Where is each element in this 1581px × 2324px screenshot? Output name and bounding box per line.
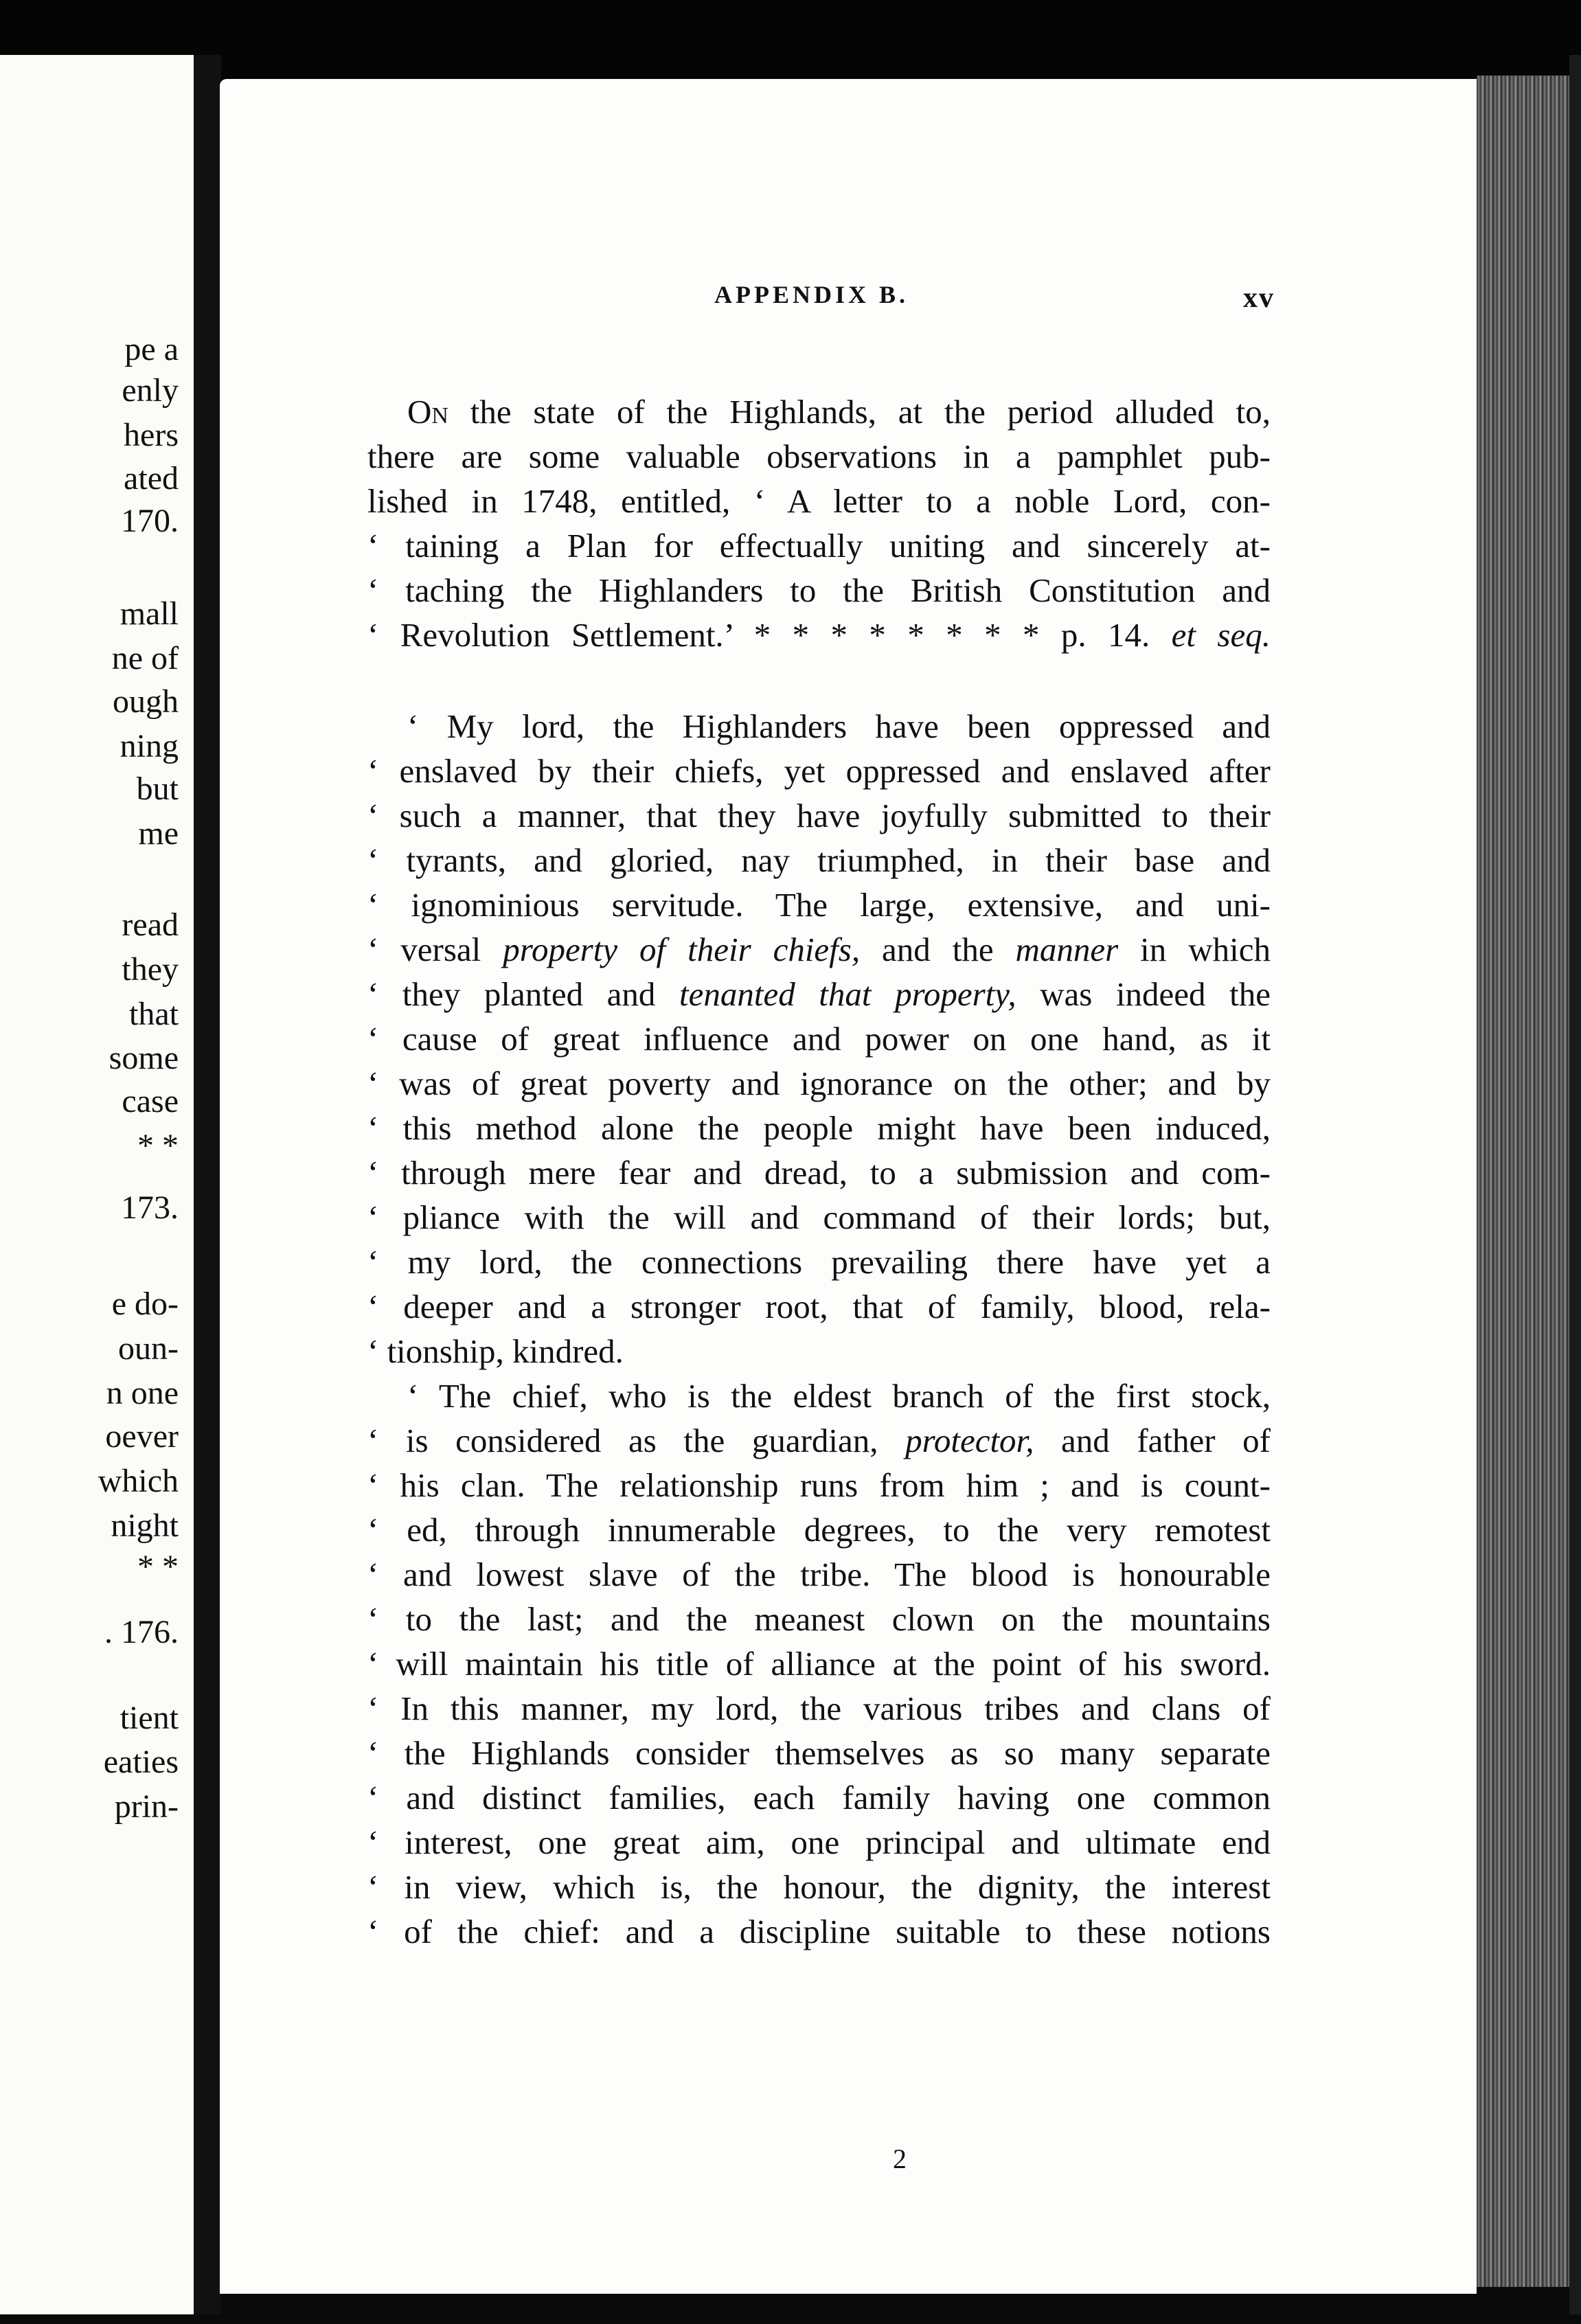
left-fragment: that: [129, 996, 179, 1032]
left-fragment: ough: [113, 683, 179, 720]
book-gutter: [194, 55, 221, 2314]
left-fragment: e do-: [111, 1286, 179, 1322]
left-fragment: prin-: [114, 1788, 179, 1825]
left-fragment: 173.: [121, 1189, 179, 1226]
left-fragment: ne of: [111, 640, 179, 676]
line-text: and the: [860, 931, 1016, 968]
text-line: ‘ taining a Plan for effectually uniting and sincerely at-: [367, 527, 1271, 565]
left-fragment: . 176.: [104, 1614, 179, 1650]
text-line: ‘ and distinct families, each family having one common: [367, 1779, 1271, 1816]
text-line: lished in 1748, entitled, ‘ A letter to a noble Lord, con-: [367, 482, 1271, 520]
text-line: ‘ such a manner, that they have joyfully submitted to their: [367, 797, 1271, 834]
text-line: [367, 613, 1271, 657]
paragraph-intro: [367, 389, 1271, 657]
text-line: ‘ was of great poverty and ignorance on the other; and by: [367, 1064, 1271, 1102]
left-fragment: oun-: [118, 1330, 179, 1367]
paragraph-quote-2: [367, 1374, 1271, 1954]
line-text: ‘ Revolution Settlement.’ * * * * * * * * p. 14.: [367, 616, 1150, 654]
text-line: ‘ of the chief: and a discipline suitable to these notions: [367, 1913, 1271, 1950]
left-fragment: tient: [120, 1700, 179, 1736]
signature-mark: 2: [893, 2143, 907, 2174]
line-text: ‘ versal: [367, 931, 503, 968]
text-line: [367, 389, 1271, 434]
text-line: ‘ taching the Highlanders to the British Constitution and: [367, 571, 1271, 609]
text-line: ‘ deeper and a stronger root, that of family, blood, rela-: [367, 1288, 1271, 1325]
left-fragment: oever: [105, 1418, 179, 1455]
left-fragment: ated: [124, 460, 179, 497]
text-line: ‘ and lowest slave of the tribe. The blood is honourable: [367, 1556, 1271, 1593]
left-fragment: * *: [137, 1128, 179, 1164]
text-line: ‘ tyrants, and gloried, nay triumphed, in their base and: [367, 841, 1271, 879]
line-text: was indeed the: [1016, 975, 1271, 1013]
italic-text: et seq.: [1150, 616, 1271, 654]
running-head: APPENDIX B.: [714, 281, 909, 308]
text-line: ‘ through mere fear and dread, to a submission and com-: [367, 1154, 1271, 1192]
page-edges: [1477, 76, 1569, 2287]
text-line: ‘ My lord, the Highlanders have been oppressed and: [407, 707, 1271, 745]
line-text: and father of: [1034, 1422, 1271, 1459]
text-line: [367, 927, 1271, 972]
italic-text: protector,: [905, 1422, 1034, 1459]
text-line: ‘ the Highlands consider themselves as so many separate: [367, 1734, 1271, 1772]
left-fragment: night: [111, 1507, 179, 1544]
left-fragment: 170.: [121, 503, 179, 539]
left-fragment: ning: [120, 728, 179, 764]
text-line: ‘ pliance with the will and command of their lords; but,: [367, 1198, 1271, 1236]
text-line: ‘ ed, through innumerable degrees, to the very remotest: [367, 1511, 1271, 1549]
text-line: ‘ enslaved by their chiefs, yet oppressed and enslaved after: [367, 752, 1271, 790]
text-line: ‘ ignominious servitude. The large, extensive, and uni-: [367, 886, 1271, 924]
text-line: ‘ to the last; and the meanest clown on the mountains: [367, 1600, 1271, 1638]
text-line: ‘ In this manner, my lord, the various tribes and clans of: [367, 1689, 1271, 1727]
text-line: ‘ tionship, kindred.: [367, 1332, 624, 1370]
line-text: ‘ they planted and: [367, 975, 679, 1013]
left-fragment: case: [122, 1083, 179, 1119]
paragraph-quote-1: [367, 704, 1271, 1374]
left-fragment: n one: [106, 1375, 179, 1411]
text-line: ‘ my lord, the connections prevailing there have yet a: [367, 1243, 1271, 1281]
text-line: ‘ will maintain his title of alliance at the point of his sword.: [367, 1645, 1271, 1683]
text-line: ‘ The chief, who is the eldest branch of the first stock,: [407, 1377, 1271, 1415]
italic-text: tenanted that property,: [679, 975, 1016, 1013]
text-line: there are some valuable observations in a pamphlet pub-: [367, 437, 1271, 475]
left-fragment: they: [122, 951, 179, 988]
left-fragment: pe a: [124, 331, 179, 367]
left-facing-page: [0, 55, 194, 2314]
italic-text: manner: [1015, 931, 1119, 968]
left-fragment: mall: [120, 595, 179, 632]
text-line: ‘ his clan. The relationship runs from him ; and is count-: [367, 1466, 1271, 1504]
line-text: the state of the Highlands, at the period alluded to,: [448, 393, 1271, 431]
text-line: [367, 1418, 1271, 1463]
text-line: [367, 972, 1271, 1016]
left-fragment: enly: [122, 372, 179, 409]
left-fragment: but: [136, 771, 179, 807]
small-caps-opening: On: [407, 393, 448, 431]
left-fragment: hers: [124, 417, 179, 453]
text-line: ‘ cause of great influence and power on one hand, as it: [367, 1020, 1271, 1058]
text-line: ‘ this method alone the people might have been induced,: [367, 1109, 1271, 1147]
left-fragment: me: [138, 815, 179, 852]
left-fragment: eaties: [103, 1744, 179, 1780]
left-fragment: which: [98, 1463, 179, 1499]
scan-right-border: [1569, 55, 1581, 2314]
text-line: ‘ in view, which is, the honour, the dignity, the interest: [367, 1868, 1271, 1906]
page-number: xv: [1243, 282, 1275, 314]
line-text: ‘ is considered as the guardian,: [367, 1422, 906, 1459]
italic-text: property of their chiefs,: [503, 931, 861, 968]
left-fragment: some: [109, 1040, 179, 1076]
text-line: ‘ interest, one great aim, one principal and ultimate end: [367, 1823, 1271, 1861]
left-fragment: read: [122, 907, 179, 943]
line-text: in which: [1118, 931, 1271, 968]
left-fragment: * *: [137, 1549, 179, 1585]
